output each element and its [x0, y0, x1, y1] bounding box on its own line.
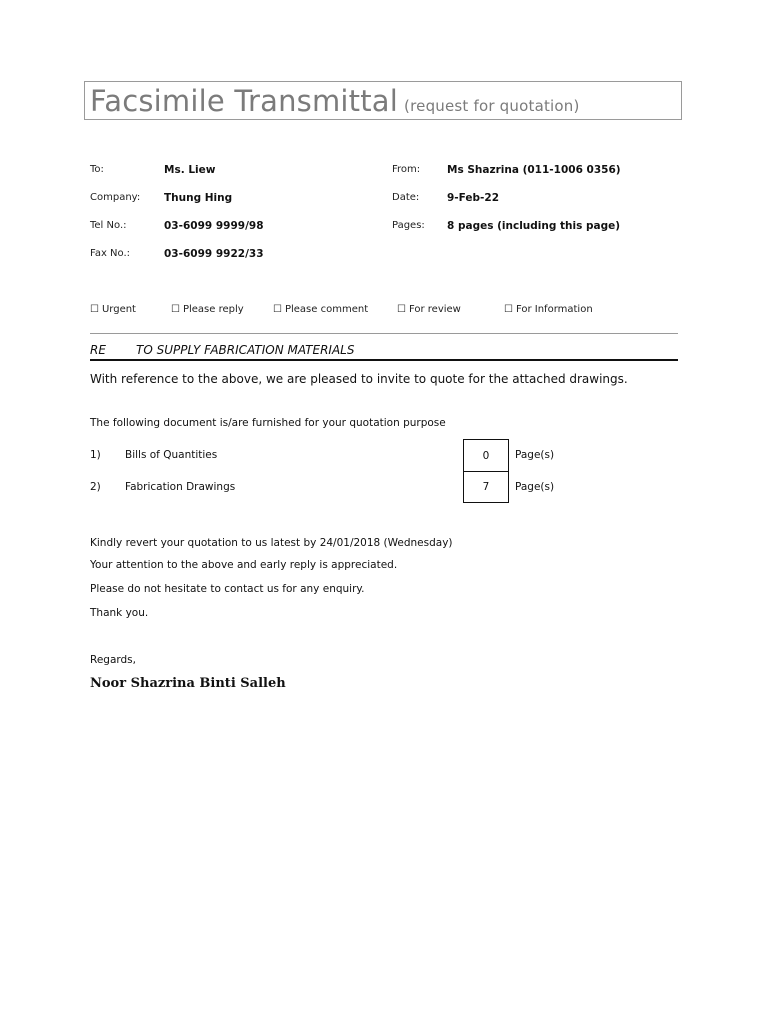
checkbox-please-reply[interactable]: [171, 304, 244, 315]
company-value: Thung Hing: [164, 192, 233, 204]
tel-value: 03-6099 9999/98: [164, 220, 264, 232]
re-subject: TO SUPPLY FABRICATION MATERIALS: [136, 343, 355, 357]
checkbox-icon: ☐: [171, 304, 180, 315]
checkbox-for-information[interactable]: [504, 304, 593, 315]
document-page-count: 7: [463, 471, 509, 503]
date-label: Date:: [392, 192, 420, 203]
from-value: Ms Shazrina (011-1006 0356): [447, 164, 621, 176]
document-title: [90, 84, 580, 118]
intro-text: With reference to the above, we are pleased to invite to quote for the attached drawings.: [90, 372, 628, 386]
divider-bottom: [90, 359, 678, 361]
from-label: From:: [392, 164, 421, 175]
title-box: [84, 81, 682, 120]
document-number: 2): [90, 481, 101, 493]
date-value: 9-Feb-22: [447, 192, 500, 204]
document-page-unit: Page(s): [515, 449, 555, 461]
closing-line-deadline: Kindly revert your quotation to us latest by 24/01/2018 (Wednesday): [90, 537, 453, 549]
documents-heading: The following document is/are furnished for your quotation purpose: [90, 417, 446, 429]
title-subtitle: (request for quotation): [404, 97, 580, 115]
pages-label: Pages:: [392, 220, 425, 231]
to-value: Ms. Liew: [164, 164, 216, 176]
document-name: Fabrication Drawings: [125, 481, 236, 493]
checkbox-icon: ☐: [397, 304, 406, 315]
tel-label: Tel No.:: [90, 220, 127, 231]
title-main-text: Facsimile Transmittal: [90, 84, 399, 118]
re-label: RE: [90, 343, 106, 357]
checkbox-for-review-label: For review: [408, 304, 461, 315]
fax-label: Fax No.:: [90, 248, 131, 259]
closing-line-attention: Your attention to the above and early reply is appreciated.: [90, 559, 398, 571]
checkbox-please-comment[interactable]: [273, 304, 368, 315]
divider-top: [90, 333, 678, 334]
checkbox-icon: ☐: [90, 304, 99, 315]
fax-value: 03-6099 9922/33: [164, 248, 264, 260]
regards-text: Regards,: [90, 654, 136, 666]
company-label: Company:: [90, 192, 141, 203]
document-page-unit: Page(s): [515, 481, 555, 493]
document-number: 1): [90, 449, 101, 461]
pages-value: 8 pages (including this page): [447, 220, 621, 232]
checkbox-please-comment-label: Please comment: [284, 304, 369, 315]
document-name: Bills of Quantities: [125, 449, 218, 461]
checkbox-icon: ☐: [504, 304, 513, 315]
closing-line-thanks: Thank you.: [90, 607, 149, 619]
to-label: To:: [90, 164, 104, 175]
checkbox-urgent-label: Urgent: [101, 304, 136, 315]
checkbox-for-information-label: For Information: [515, 304, 593, 315]
signatory-name: Noor Shazrina Binti Salleh: [90, 676, 286, 691]
checkbox-please-reply-label: Please reply: [182, 304, 244, 315]
checkbox-urgent[interactable]: [90, 304, 136, 315]
checkbox-icon: ☐: [273, 304, 282, 315]
checkbox-for-review[interactable]: [397, 304, 461, 315]
closing-line-enquiry: Please do not hesitate to contact us for any enquiry.: [90, 583, 365, 595]
document-page-count: 0: [463, 439, 509, 472]
